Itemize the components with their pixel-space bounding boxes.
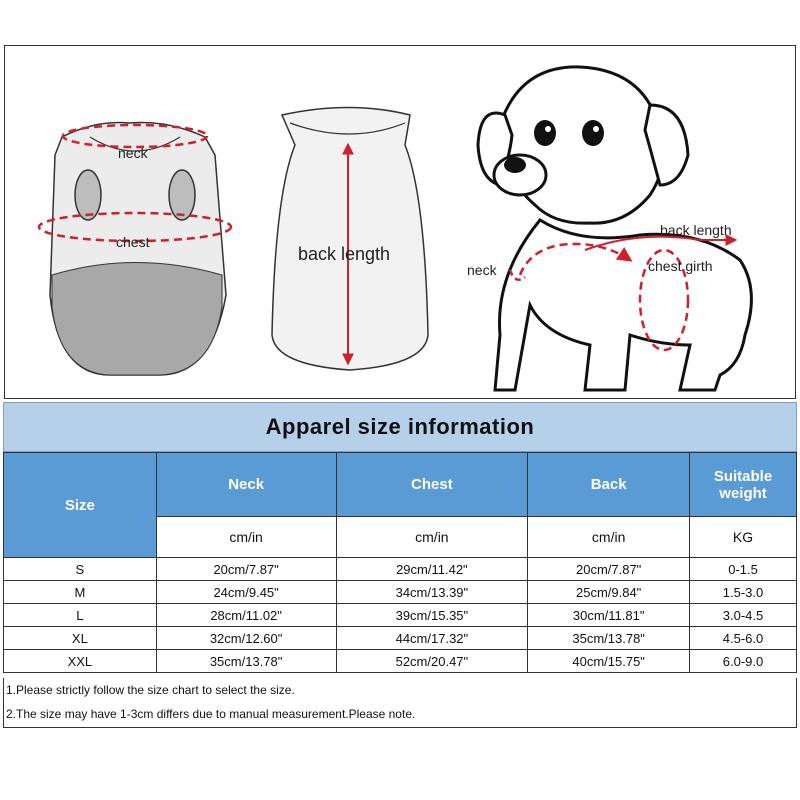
neck-cell: 20cm/7.87" [156,558,336,581]
weight-unit: KG [690,517,797,558]
neck-column-header: Neck [156,453,336,517]
table-row [4,558,797,581]
back-unit: cm/in [528,517,690,558]
neck-cell: 28cm/11.02" [156,604,336,627]
vest-neck-label: neck [118,145,148,161]
neck-cell: 24cm/9.45" [156,581,336,604]
weight-cell: 0-1.5 [690,558,797,581]
size-notes [3,678,797,728]
dog-illustration [467,67,751,390]
table-row [4,627,797,650]
size-column-header: Size [4,453,157,558]
measurement-diagram [0,45,800,400]
table-row [4,581,797,604]
table-row [4,650,797,673]
vest-back-length-label: back length [298,244,391,264]
weight-cell: 4.5-6.0 [690,627,797,650]
vest-chest-label: chest [116,234,150,250]
note-line: 1.Please strictly follow the size chart to select the size. [6,683,295,697]
chest-cell: 44cm/17.32" [336,627,528,650]
size-info-title-band [3,402,797,452]
note-line: 2.The size may have 1-3cm differs due to manual measurement.Please note. [6,707,416,721]
size-cell: XXL [4,650,157,673]
chest-cell: 29cm/11.42" [336,558,528,581]
chest-cell: 34cm/13.39" [336,581,528,604]
back-cell: 25cm/9.84" [528,581,690,604]
vest-back-illustration [272,108,428,371]
dog-back-length-label: back length [660,222,732,238]
weight-cell: 6.0-9.0 [690,650,797,673]
back-column-header: Back [528,453,690,517]
back-cell: 35cm/13.78" [528,627,690,650]
back-cell: 30cm/11.81" [528,604,690,627]
size-cell: M [4,581,157,604]
chest-column-header: Chest [336,453,528,517]
vest-front-illustration [39,123,231,375]
diagram-svg [0,45,800,400]
neck-cell: 32cm/12.60" [156,627,336,650]
neck-cell: 35cm/13.78" [156,650,336,673]
neck-unit: cm/in [156,517,336,558]
weight-cell: 3.0-4.5 [690,604,797,627]
size-cell: L [4,604,157,627]
table-row [4,604,797,627]
table-header-row [4,453,797,517]
size-cell: XL [4,627,157,650]
size-table [3,452,797,673]
chest-cell: 52cm/20.47" [336,650,528,673]
size-info-title: Apparel size information [265,414,535,439]
back-cell: 20cm/7.87" [528,558,690,581]
chest-unit: cm/in [336,517,528,558]
chest-cell: 39cm/15.35" [336,604,528,627]
weight-column-header: Suitable weight [690,453,797,517]
back-cell: 40cm/15.75" [528,650,690,673]
size-cell: S [4,558,157,581]
dog-neck-label: neck [467,262,497,278]
dog-chest-girth-label: chest girth [648,258,713,274]
weight-cell: 1.5-3.0 [690,581,797,604]
